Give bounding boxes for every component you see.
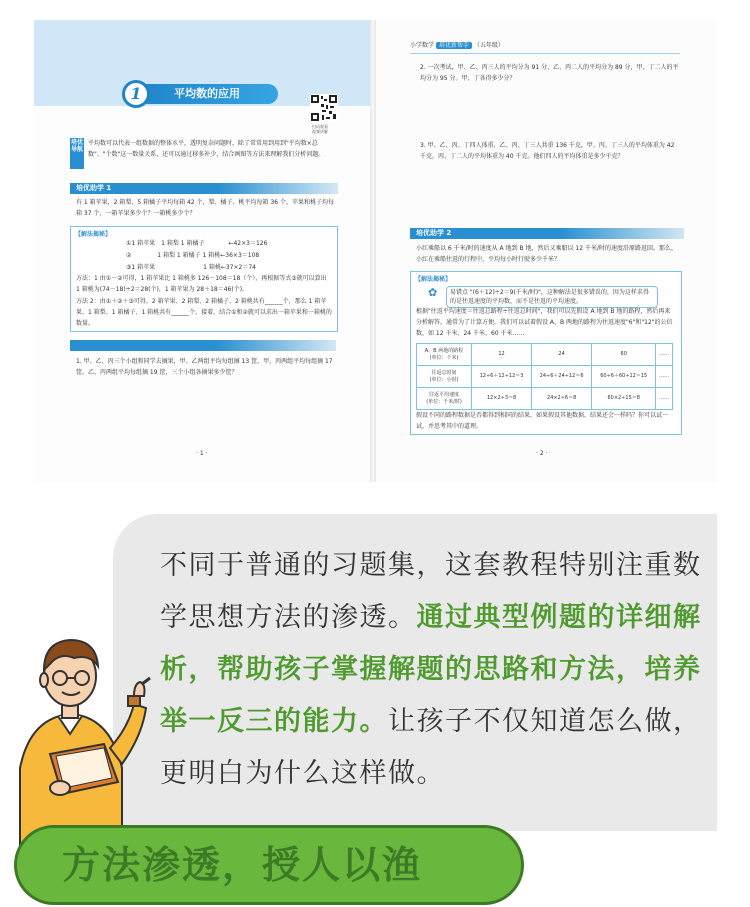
book-gutter	[370, 20, 376, 482]
practice-question-2: 2. 一次考试，甲、乙、丙三人的平均分为 91 分，乙、丙二人的平均分为 89 分，甲、丁二人的平均分为 95 分。甲、丁各得多少分？	[420, 64, 679, 82]
data-table	[416, 343, 673, 410]
teacher-illustration	[0, 618, 172, 850]
closing-paragraph: 假设不同的路程数据是否都得到相同的结果，如果假设其他数据，结果还会一样吗？你可以试一试，并思考其中的道理。	[416, 412, 669, 430]
solution-line-2: ② 1 箱梨 1 箱橘子 1 箱桃←36×3＝108	[126, 252, 260, 259]
method-1: 方法：1 由①－②可得，1 箱苹果比 1 箱桃多 126－108＝18（个），再根据等式③就可以算出 1 箱桃为(74－18)÷2＝28(个)，1 箱苹果为 28＋18＝46(个)。	[76, 275, 327, 293]
explanation-paragraph: 根据"往返平均速度＝往返总路程÷往返总时间"，我们可以先假设 A 地到 B 地的路程，然后再来分析解答。通常为了计算方便，我们可以试着假设 A、B 两地的路程为往返速度"6"和"12"的公倍数，如 12 千米、24 千米、60 千米……	[416, 308, 673, 337]
qr-code	[310, 94, 338, 122]
table-row: 往返平均速度 (单位：千米/时) 12×2÷3＝8 24×2÷6＝8 60×2÷15＝8 ……	[417, 388, 673, 410]
bubble-line-4: 举一反三的能力。让孩子不仅知道怎么做，	[160, 706, 702, 737]
lesson-title: 平均数的应用	[174, 87, 240, 100]
analysis-tag-2: 【解法揭秘】	[415, 276, 452, 283]
bubble-line-2: 学思想方法的渗透。通过典型例题的详细解	[160, 602, 702, 633]
bubble-line-1: 不同于普通的习题集，这套教程特别注重数	[160, 550, 702, 581]
page-number-right: · 2 ·	[536, 450, 548, 457]
table-row: A、B 两地的路程 (单位：千米) 12 24 60 ……	[417, 344, 673, 366]
analysis-tag-1: 【解法揭秘】	[75, 231, 112, 238]
table-row: 往返总时间 (单位：小时) 12÷6＋12÷12＝3 24÷6＋24÷12＝6 60÷6＋60÷12＝15 ……	[417, 366, 673, 388]
running-head: 小学数学 培优新帮手 （五年级）	[410, 42, 504, 49]
lesson-number: 1	[130, 84, 142, 103]
question-1: 有 1 箱苹果，2 箱梨、5 箱橘子平均每箱 42 个，梨、橘子、桃平均每箱 36 个，苹果和桃子均每箱 37 个，一箱苹果多少个？一箱桃多少个？	[76, 199, 334, 217]
practice-bar	[70, 340, 336, 351]
highlight-text: 通过典型例题的详细解	[416, 602, 702, 633]
solution-line-3: ③1 箱苹果 1 箱桃←37×2＝74	[126, 264, 256, 271]
bubble-text	[160, 540, 705, 800]
lesson-number-badge	[122, 80, 150, 108]
running-head-rule	[410, 53, 680, 54]
practice-question-1: 1. 甲、乙、丙三个小组和同学去摘果，甲、乙两组平均每组摘 13 筐，甲、丙两组平均每组摘 17 筐，乙、丙两组平均每组摘 19 筐，三个小组各摘果多少筐？	[76, 358, 333, 376]
note-box: 易错点 "(6＋12)÷2＝9(千米/时)"，这种解法是很多错误的，因为这样求得的是往返速度的平均数，而不是往返的平均速度。	[446, 286, 658, 308]
practice-question-3: 3. 甲、乙、丙、丁四人体重，乙、丙、丁三人共重 136 千克，甲、丙、丁三人的平均体重为 42 千克，丙、丁二人的平均体重为 40 千克。他们四人的平均体重是多少千克？	[420, 142, 675, 160]
section-title-1: 培优助学 1	[70, 183, 338, 194]
note-icon: ✿	[428, 286, 438, 299]
method-2: 方法 2：由①＋②＋③可得，2 箱苹果、2 箱梨、2 箱橘子、2 箱桃共有______个，那么 1 箱苹果、1 箱梨、1 箱橘子、1 箱桃共有______个，接着，结合①和②就可以求出一箱苹果和一箱桃的数量。	[76, 298, 332, 327]
solution-line-1: ①1 箱苹果 1 箱梨 1 箱橘子 ←42×3＝126	[126, 240, 268, 247]
qr-caption: 扫码观看 视频讲解	[312, 124, 328, 134]
section-title-2: 培优助学 2	[410, 228, 684, 239]
question-2: 小红乘船以 6 千米/时的速度从 A 地到 B 地，然后又乘船以 12 千米/时的速度沿原路返回。那么，小红在乘船往返的行程中，平均每小时行驶多少千米？	[416, 245, 677, 263]
bubble-line-5: 更明白为什么这样做。	[160, 758, 445, 789]
intro-tag: 培优导航	[70, 138, 84, 169]
running-head-badge: 培优新帮手	[436, 42, 472, 49]
bubble-line-3: 析，帮助孩子掌握解题的思路和方法，培养	[160, 654, 702, 685]
intro-text: 平均数可以代表一组数据的整体水平，透明复杂问题时，除了常常用到用到"平均数×总数"、"个数"这一数量关系，还可以通过移多补少，结合画图等方法来理解我们分析问题。	[88, 140, 325, 158]
slogan-text: 方法渗透，授人以渔	[62, 843, 423, 887]
page-number-left: · 1 ·	[196, 450, 208, 457]
